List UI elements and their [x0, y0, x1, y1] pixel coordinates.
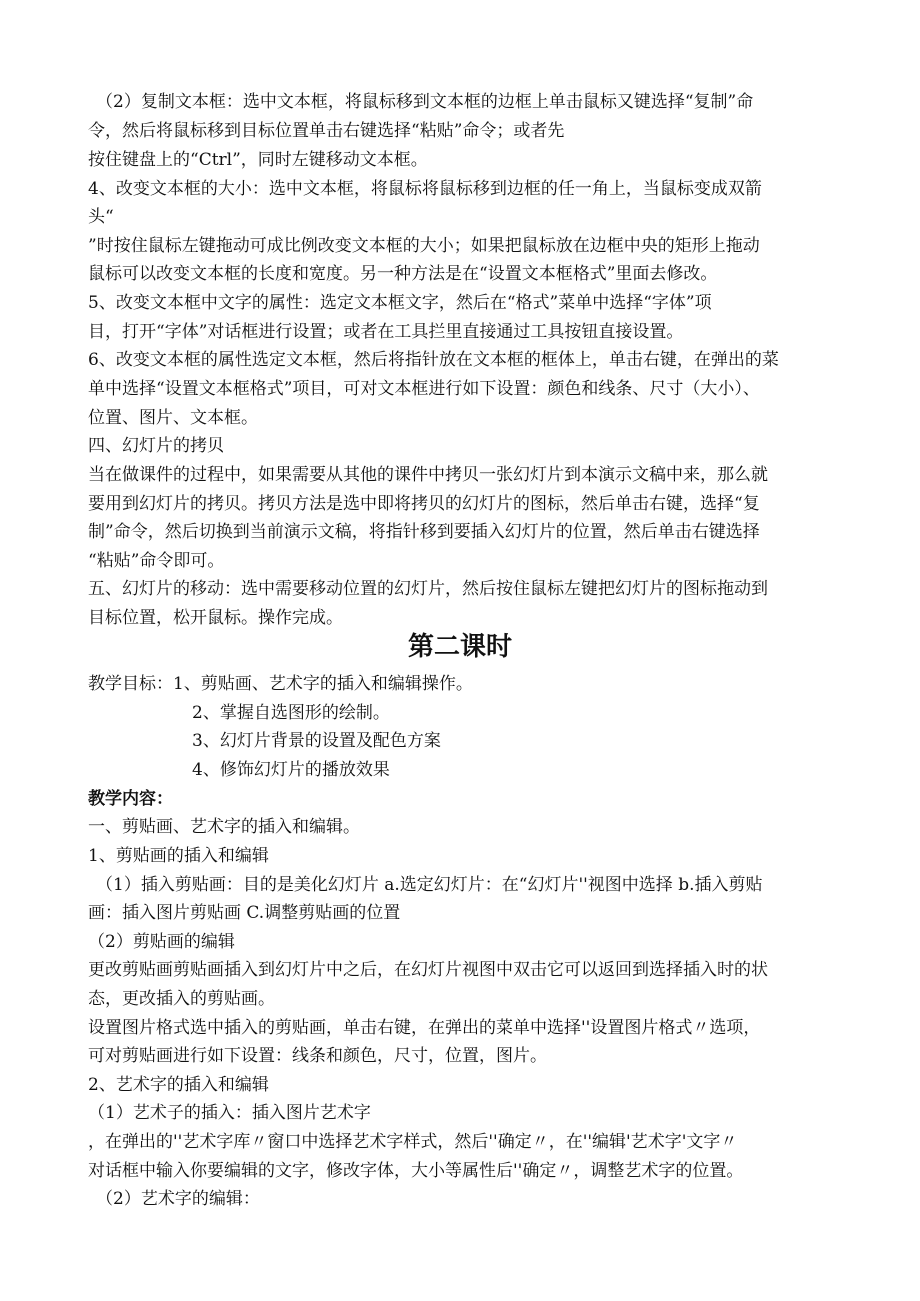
paragraph-line: 头“ — [88, 207, 114, 227]
paragraph-line: （2）剪贴画的编辑 — [88, 932, 235, 952]
subsection-heading: 1、剪贴画的插入和编辑 — [88, 846, 269, 866]
paragraph-line: 画：插入图片剪贴画 C.调整剪贴画的位置 — [88, 903, 401, 923]
section-heading: 四、幻灯片的拷贝 — [88, 436, 224, 456]
paragraph-line: （1）插入剪贴画：目的是美化幻灯片 a.选定幻灯片：在“幻灯片''视图中选择 b.插入剪贴 — [96, 875, 763, 895]
paragraph-line: 制”命令，然后切换到当前演示文稿，将指针移到要插入幻灯片的位置，然后单击右键选择 — [88, 522, 760, 542]
objective-item: 4、修饰幻灯片的播放效果 — [192, 760, 390, 780]
objectives-row — [0, 670, 920, 698]
content-heading: 教学内容： — [88, 789, 173, 809]
paragraph-line: 5、改变文本框中文字的属性：选定文本框文字，然后在“格式”菜单中选择“字体”项 — [88, 293, 712, 313]
paragraph-line: 位置、图片、文本框。 — [88, 408, 258, 428]
paragraph-line: （1）艺术子的插入：插入图片艺术字 — [88, 1103, 371, 1123]
paragraph-line: 按住键盘上的“Ctrl”，同时左键移动文本框。 — [88, 150, 428, 170]
paragraph-line: 可对剪贴画进行如下设置：线条和颜色，尺寸，位置，图片。 — [88, 1046, 547, 1066]
paragraph-line: 态，更改插入的剪贴画。 — [88, 989, 275, 1009]
objectives-label: 教学目标： — [88, 674, 173, 694]
paragraph-line: ”时按住鼠标左键拖动可成比例改变文本框的大小；如果把鼠标放在边框中央的矩形上拖动 — [88, 236, 760, 256]
paragraph-line: 五、幻灯片的移动：选中需要移动位置的幻灯片，然后按住鼠标左键把幻灯片的图标拖动到 — [88, 579, 768, 599]
paragraph-line: 对话框中输入你要编辑的文字，修改字体，大小等属性后''确定〃，调整艺术字的位置。 — [88, 1161, 744, 1181]
paragraph-line: 当在做课件的过程中，如果需要从其他的课件中拷贝一张幻灯片到本演示文稿中来，那么就 — [88, 465, 768, 485]
paragraph-line: 6、改变文本框的属性选定文本框，然后将指针放在文本框的框体上，单击右键，在弹出的菜 — [88, 350, 779, 370]
objective-item: 1、剪贴画、艺术字的插入和编辑操作。 — [173, 674, 473, 694]
paragraph-line: （2）艺术字的编辑： — [96, 1189, 260, 1209]
paragraph-line: （2）复制文本框：选中文本框，将鼠标移到文本框的边框上单击鼠标又键选择“复制”命 — [96, 92, 754, 112]
objective-item: 3、幻灯片背景的设置及配色方案 — [192, 731, 441, 751]
paragraph-line: 设置图片格式选中插入的剪贴画，单击右键，在弹出的菜单中选择''设置图片格式〃选项， — [88, 1018, 761, 1038]
paragraph-line: 单中选择“设置文本框格式”项目，可对文本框进行如下设置：颜色和线条、尺寸（大小）、 — [88, 379, 760, 399]
paragraph-line: 目标位置，松开鼠标。操作完成。 — [88, 608, 343, 628]
paragraph-line: ，在弹出的''艺术字库〃窗口中选择艺术字样式，然后''确定〃，在''编辑'艺术字'文字〃 — [88, 1132, 738, 1152]
paragraph-line: 更改剪贴画剪贴画插入到幻灯片中之后，在幻灯片视图中双击它可以返回到选择插入时的状 — [88, 960, 768, 980]
paragraph-line: 要用到幻灯片的拷贝。拷贝方法是选中即将拷贝的幻灯片的图标，然后单击右键，选择“复 — [88, 494, 760, 514]
section-heading: 一、剪贴画、艺术字的插入和编辑。 — [88, 817, 360, 837]
section-title: 第二课时 — [407, 632, 512, 662]
paragraph-line: 鼠标可以改变文本框的长度和宽度。另一种方法是在“设置文本框格式”里面去修改。 — [88, 264, 718, 284]
paragraph-line: 目，打开“字体”对话框进行设置；或者在工具拦里直接通过工具按钮直接设置。 — [88, 322, 684, 342]
objective-item: 2、掌握自选图形的绘制。 — [192, 703, 390, 723]
paragraph-line: 4、改变文本框的大小：选中文本框，将鼠标将鼠标移到边框的任一角上，当鼠标变成双箭 — [88, 179, 762, 199]
paragraph-line: “粘贴”命令即可。 — [88, 551, 225, 571]
subsection-heading: 2、艺术字的插入和编辑 — [88, 1075, 269, 1095]
paragraph-line: 令，然后将鼠标移到目标位置单击右键选择“粘贴”命令；或者先 — [88, 121, 565, 141]
